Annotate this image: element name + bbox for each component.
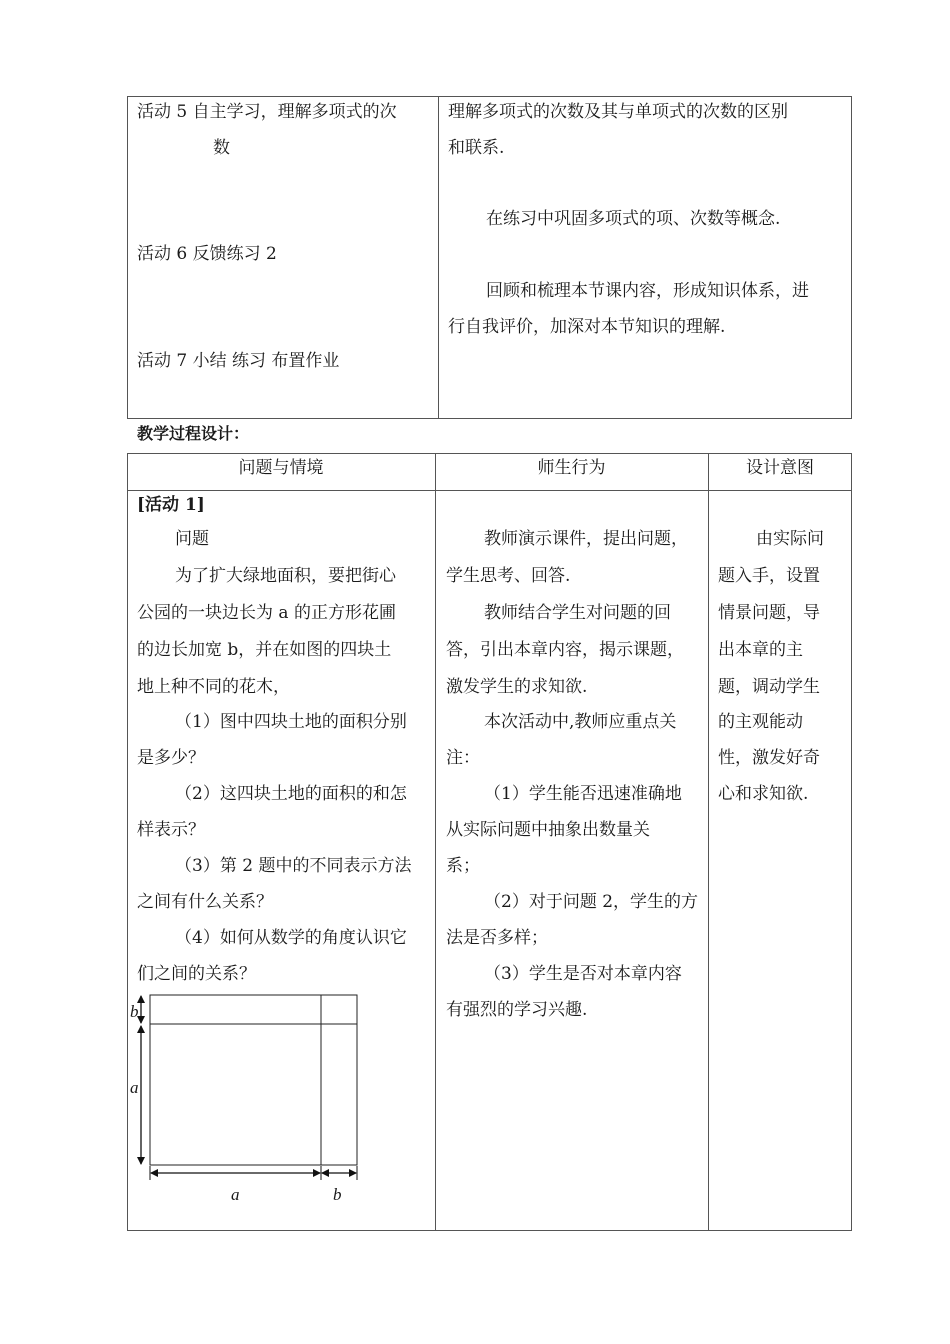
col2-line-2: 教师结合学生对问题的回: [484, 603, 671, 623]
col2-line-1: 学生思考、回答.: [446, 566, 571, 586]
figure-outer-square: [150, 995, 357, 1165]
figure-label-b-bottom: b: [333, 1185, 342, 1204]
top-table-divider: [438, 96, 439, 419]
col3-line-0: 由实际问: [756, 529, 824, 549]
top-right-p1-line2: 和联系.: [448, 138, 505, 158]
col1-line-0: 为了扩大绿地面积，要把街心: [175, 566, 396, 586]
col2-line-13: 有强烈的学习兴趣.: [446, 1000, 588, 1020]
col3-line-2: 情景问题，导: [718, 603, 820, 623]
col2-line-8: 从实际问题中抽象出数量关: [446, 820, 650, 840]
col1-line-5: 是多少？: [137, 748, 205, 768]
col3-line-6: 性，激发好奇: [718, 748, 820, 768]
col3-line-5: 的主观能动: [718, 712, 803, 732]
col1-line-1: 公园的一块边长为 a 的正方形花圃: [137, 603, 396, 623]
top-right-p3-line1: 回顾和梳理本节课内容，形成知识体系，进: [486, 281, 809, 301]
col3-line-7: 心和求知欲.: [718, 784, 809, 804]
col2-line-4: 激发学生的求知欲.: [446, 677, 588, 697]
problem-label: 问题: [175, 529, 209, 549]
col1-line-4: （1）图中四块土地的面积分别: [175, 712, 407, 732]
col1-line-3: 地上种不同的花木，: [137, 677, 290, 697]
figure-label-b-left: b: [130, 1002, 139, 1021]
col2-line-9: 系；: [446, 856, 480, 876]
col1-line-7: 样表示？: [137, 820, 205, 840]
col2-line-0: 教师演示课件，提出问题，: [484, 529, 688, 549]
header-teacher-student: 师生行为: [537, 458, 606, 478]
top-right-p2: 在练习中巩固多项式的项、次数等概念.: [486, 209, 781, 229]
main-table-col-divider-2: [708, 453, 709, 1231]
col2-line-6: 注：: [446, 748, 480, 768]
col1-line-6: （2）这四块土地的面积的和怎: [175, 784, 407, 804]
col1-line-9: 之间有什么关系？: [137, 892, 273, 912]
activity7: 活动 7 小结 练习 布置作业: [137, 351, 340, 371]
activity5-line2: 数: [213, 138, 230, 158]
col1-line-10: （4）如何从数学的角度认识它: [175, 928, 407, 948]
col2-line-7: （1）学生能否迅速准确地: [484, 784, 682, 804]
col1-line-8: （3）第 2 题中的不同表示方法: [175, 856, 412, 876]
figure-label-a-left: a: [130, 1078, 139, 1097]
col2-line-5: 本次活动中,教师应重点关: [484, 712, 677, 732]
col3-line-4: 题，调动学生: [718, 677, 820, 697]
section-title: 教学过程设计：: [137, 424, 250, 443]
col1-line-2: 的边长加宽 b，并在如图的四块土: [137, 640, 392, 660]
col2-line-10: （2）对于问题 2，学生的方: [484, 892, 699, 912]
col2-line-3: 答，引出本章内容，揭示课题，: [446, 640, 684, 660]
col1-line-11: 们之间的关系？: [137, 964, 256, 984]
activity5-line1: 活动 5 自主学习，理解多项式的次: [137, 102, 397, 122]
garden-figure: [127, 990, 367, 1210]
activity6: 活动 6 反馈练习 2: [137, 244, 277, 264]
header-problem-situation: 问题与情境: [238, 458, 324, 478]
col2-line-12: （3）学生是否对本章内容: [484, 964, 682, 984]
col3-line-1: 题入手，设置: [718, 566, 820, 586]
header-design-intent: 设计意图: [746, 458, 814, 478]
col2-line-11: 法是否多样；: [446, 928, 548, 948]
main-table-col-divider-1: [435, 453, 436, 1231]
figure-label-a-bottom: a: [231, 1185, 240, 1204]
top-right-p1-line1: 理解多项式的次数及其与单项式的次数的区别: [448, 102, 788, 122]
activity1-label: [活动 1]: [137, 495, 205, 515]
top-right-p3-line2: 行自我评价，加深对本节知识的理解.: [448, 317, 726, 337]
main-table-header-rule: [127, 490, 852, 491]
col3-line-3: 出本章的主: [718, 640, 803, 660]
